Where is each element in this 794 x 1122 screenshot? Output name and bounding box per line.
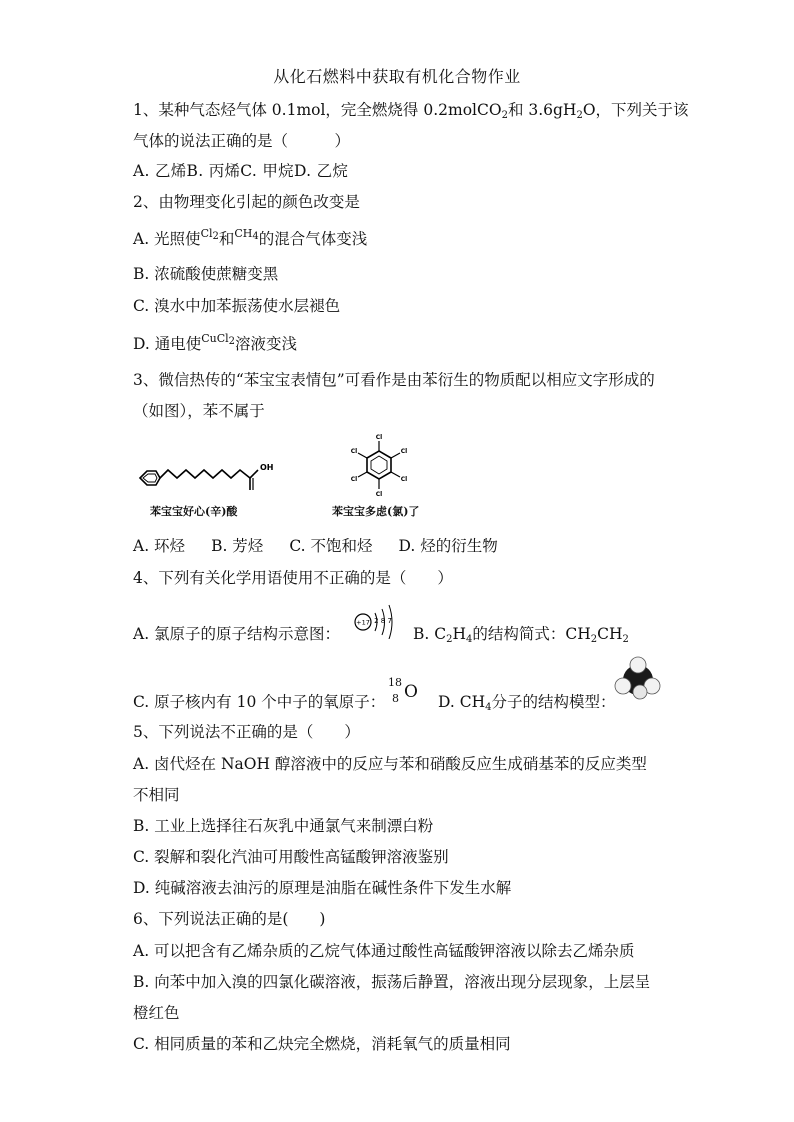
methane-space-filling-model (612, 656, 662, 702)
q2-option-a: A. 光照使$^{Cl2}$和$^{CH4}$的混合气体变浅 (133, 227, 368, 248)
q4-option-c: C. 原子核内有 10 个中子的氧原子： (133, 693, 386, 711)
q3-stem-line2: （如图），苯不属于 (133, 402, 265, 420)
q6-option-c: C. 相同质量的苯和乙炔完全燃烧，消耗氧气的质量相同 (133, 1035, 511, 1053)
q5-option-a-line2: 不相同 (133, 786, 180, 804)
q6-stem: 6、下列说法正确的是( ) (133, 910, 326, 928)
fig1-caption: 苯宝宝好心(辛)酸 (150, 505, 238, 518)
nucleus-charge-label: +17 (356, 618, 370, 627)
q2-option-c: C. 溴水中加苯振荡使水层褪色 (133, 297, 341, 315)
cl-label: Cl (400, 448, 408, 455)
chlorine-atom-structure-diagram (352, 601, 398, 639)
q6-option-b-line1: B. 向苯中加入溴的四氯化碳溶液，振荡后静置，溶液出现分层现象，上层呈 (133, 973, 651, 991)
q4-stem: 4、下列有关化学用语使用不正确的是（ ） (133, 569, 453, 587)
oh-group-label: OH (260, 463, 274, 472)
cl-label: Cl (350, 476, 358, 483)
q2-option-b: B. 浓硫酸使蔗糖变黑 (133, 265, 279, 283)
page-title: 从化石燃料中获取有机化合物作业 (273, 67, 521, 86)
q4-option-b: B. $C_2H_4$的结构简式：$CH_2CH_2$ (413, 625, 629, 645)
hexachlorobenzene-structure (340, 432, 418, 502)
formula-ch4: CH4 (234, 227, 259, 242)
q3-option-b: B. 芳烃 (211, 537, 264, 555)
cl-label: Cl (375, 491, 383, 498)
q1-stem-line2: 气体的说法正确的是（ ） (133, 132, 351, 150)
q3-options (133, 534, 498, 556)
cl-label: Cl (350, 448, 358, 455)
electron-shell-label: 2 8 7 (374, 617, 392, 625)
fig2-caption: 苯宝宝多虑(氯)了 (332, 505, 420, 518)
q5-stem: 5、下列说法不正确的是（ ） (133, 723, 360, 741)
q1-options: A. 乙烯B. 丙烯C. 甲烷D. 乙烷 (133, 162, 349, 180)
q6-option-b-line2: 橙红色 (133, 1004, 180, 1022)
benzene-octanoic-acid-structure (130, 458, 290, 500)
q5-option-d: D. 纯碱溶液去油污的原理是油脂在碱性条件下发生水解 (133, 879, 512, 897)
formula-cl2: Cl2 (200, 227, 219, 242)
q5-option-b: B. 工业上选择往石灰乳中通氯气来制漂白粉 (133, 817, 434, 835)
cl-label: Cl (400, 476, 408, 483)
q5-option-c: C. 裂解和裂化汽油可用酸性高锰酸钾溶液鉴别 (133, 848, 449, 866)
cl-label: Cl (375, 434, 383, 441)
q3-option-c: C. 不饱和烃 (289, 537, 373, 555)
q3-stem-line1: 3、微信热传的“苯宝宝表情包”可看作是由苯衍生的物质配以相应文字形成的 (133, 371, 655, 389)
q4-option-d: D. $CH_4$分子的结构模型： (438, 693, 616, 713)
q4-option-a: A. 氯原子的原子结构示意图： (133, 625, 341, 643)
q5-option-a-line1: A. 卤代烃在 NaOH 醇溶液中的反应与苯和硝酸反应生成硝基苯的反应类型 (133, 755, 647, 773)
oxygen-18-notation: 18 8 O (388, 676, 418, 705)
q3-option-a: A. 环烃 (133, 537, 186, 555)
q2-stem: 2、由物理变化引起的颜色改变是 (133, 193, 360, 211)
q6-option-a: A. 可以把含有乙烯杂质的乙烷气体通过酸性高锰酸钾溶液以除去乙烯杂质 (133, 942, 635, 960)
q1-stem-line1: 1、某种气态烃气体 0.1mol，完全燃烧得 0.2molCO$_2$和 $3.6gH_2O$，下列关于该 (133, 101, 689, 121)
q3-option-d: D. 烃的衍生物 (398, 537, 498, 555)
formula-cucl2: CuCl2 (201, 332, 236, 347)
q2-option-d: D. 通电使$^{CuCl2}$溶液变浅 (133, 332, 298, 353)
